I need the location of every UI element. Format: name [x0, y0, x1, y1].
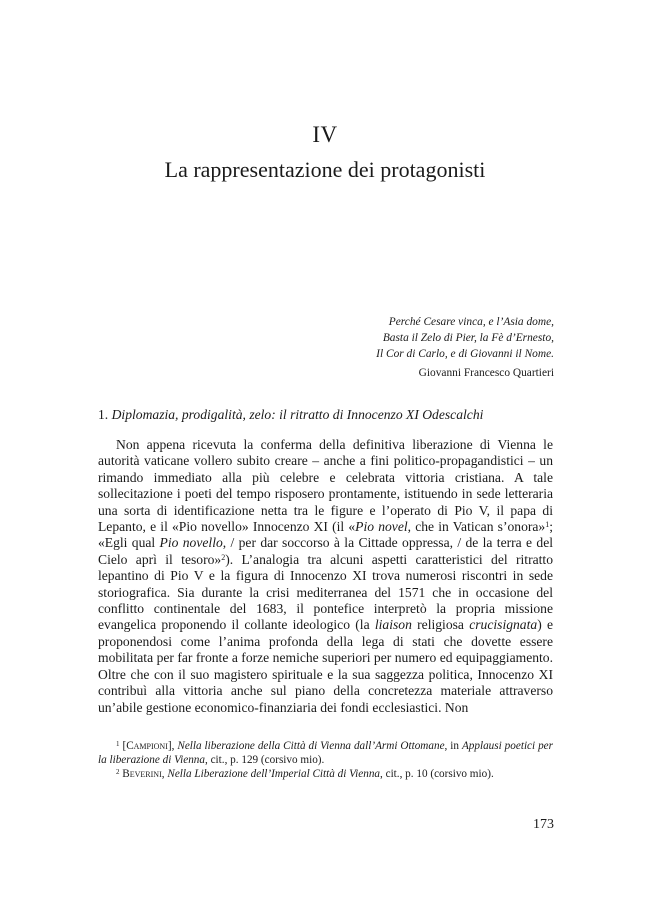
section-title: Diplomazia, prodigalità, zelo: il ritratto di Innocenzo XI Odescalchi: [111, 407, 484, 422]
body-text-run: , che in Vatican s’onora»: [407, 519, 546, 535]
body-text-run: Non appena ricevuta la conferma della definitiva liberazione di Vienna le autorità vaticane vollero subito creare – anche a fini politico-propagandistici – un rimando immediato alla più celebre e celebrata vittoria cristiana. A tale sollecitazione i poeti del tempo risposero prontamente, istituendo in sede letteraria una sorta di identificazione netta tra le figure e l’operato di Pio V, il papa di Lepanto, e il «Pio novello» Innocenzo XI (il «: [98, 437, 553, 535]
footnote-title: Nella Liberazione dell’Imperial Città di Vienna: [167, 768, 381, 780]
footnote-author: Campioni: [126, 740, 168, 752]
epigraph-line: Basta il Zelo di Pier, la Fè d’Ernesto,: [382, 332, 554, 344]
footnote: [98, 739, 553, 767]
epigraph-line: Il Cor di Carlo, e di Giovanni il Nome.: [376, 348, 554, 360]
footnote: [98, 767, 553, 781]
footnote-text: , in: [444, 740, 462, 752]
footnote-ref: 1: [545, 520, 550, 530]
page-number: 173: [533, 817, 554, 832]
footnote-text: , cit., p. 129 (corsivo mio).: [205, 754, 325, 766]
body-text-run: ; «Egli qual: [98, 519, 554, 551]
chapter-title: La rappresentazione dei protagonisti: [164, 157, 486, 182]
body-text-run: ) e proponendosi come l’anima profonda della lega di stati che dovette essere mobilitata per far fronte a forze nemiche superiori per numero ed equipaggiamento. Oltre che con il suo magistero spirituale e la sua saggezza politica, Innocenzo XI contribuì alla vittoria anche sul piano della concretezza materiale attraverso un’abile gestione economico-finanziaria dei fondi ecclesiastici. Non: [98, 617, 554, 715]
body-text-run: , / per dar soccorso à la Cittade oppressa, / de la terra e del Cielo aprì il tesoro»: [98, 535, 554, 567]
footnote-title: Applausi poetici per la liberazione di Vienna: [98, 740, 553, 766]
footnotes: [98, 739, 553, 781]
footnote-text: ],: [167, 740, 178, 752]
section-heading: [98, 407, 553, 423]
body-paragraph: [98, 437, 553, 716]
footnote-ref: 2: [221, 552, 226, 562]
section-number: 1.: [98, 407, 109, 422]
body-italic-run: Pio novel: [355, 519, 408, 535]
body-italic-run: liaison: [374, 617, 412, 633]
footnote-text: ,: [161, 768, 168, 780]
epigraph-line: Perché Cesare vinca, e l’Asia dome,: [388, 316, 554, 328]
footnote-author: Beverini: [122, 768, 162, 780]
footnote-text: [: [122, 740, 127, 752]
body-italic-run: Pio novello: [159, 535, 223, 551]
footnote-title: Nella liberazione della Città di Vienna dall’Armi Ottomane: [177, 740, 445, 752]
chapter-number: IV: [312, 122, 338, 147]
epigraph: [376, 314, 554, 381]
footnote-text: , cit., p. 10 (corsivo mio).: [380, 768, 494, 780]
footnote-mark: 2: [116, 768, 120, 776]
body-text-run: ). L’analogia tra alcuni aspetti caratteristici del ritratto lepantino di Pio V e la figura di Innocenzo XI trova numerosi riscontri in sede storiografica. Sia durante la crisi mediterranea del 1571 che in occasione del conflitto continentale del 1683, il pontefice interpretò la propria missione evangelica proponendo il collante ideologico (la: [98, 551, 553, 633]
body-text-run: religiosa: [411, 617, 470, 633]
body-italic-run: crucisignata: [469, 617, 538, 633]
footnote-mark: 1: [116, 740, 120, 748]
epigraph-author: Giovanni Francesco Quartieri: [418, 367, 554, 379]
